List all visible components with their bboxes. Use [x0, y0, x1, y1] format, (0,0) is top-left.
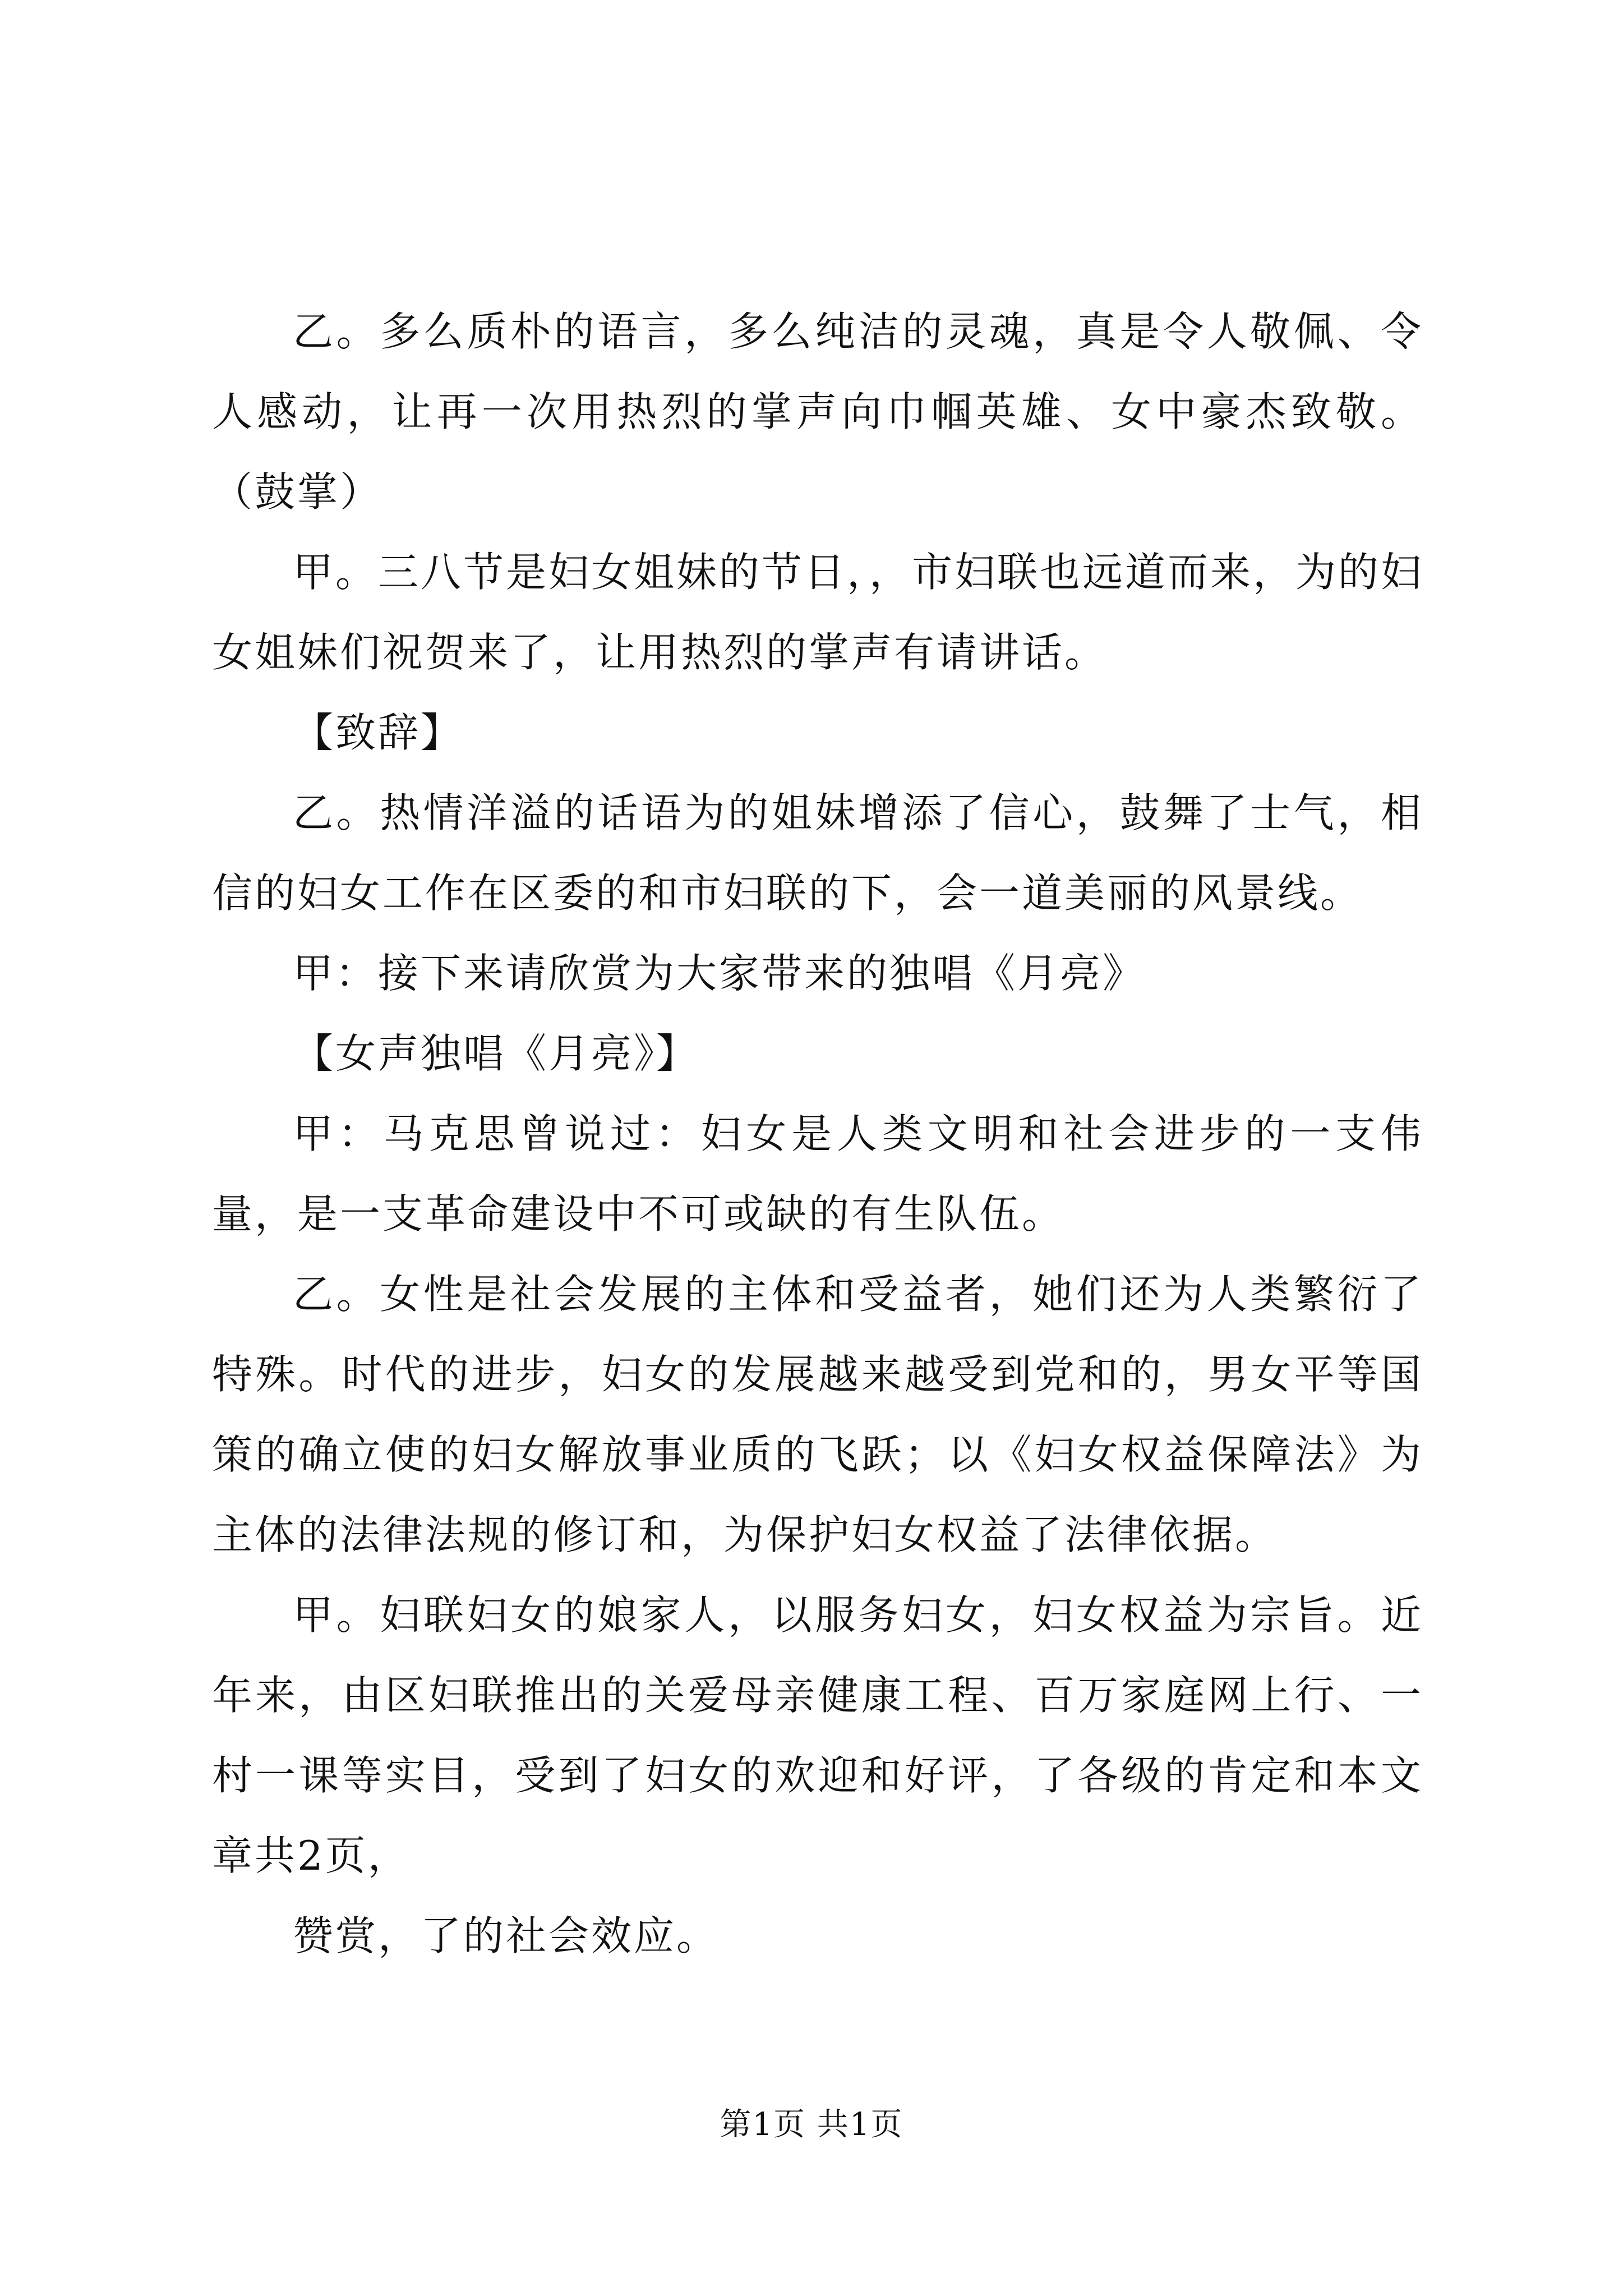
paragraph-3-heading: 【致辞】 — [293, 709, 464, 756]
paragraph-5: 甲：接下来请欣赏为大家带来的独唱《月亮》 — [293, 950, 1146, 997]
paragraph-8: 乙。女性是社会发展的主体和受益者，她们还为人类繁衍了特殊。时代的进步，妇女的发展越来越受到党和的，男女平等国策的确立使的妇女解放事业质的飞跃；以《妇女权益保障法》为主体的法律法规的修订和，为保护妇女权益了法律依据。 — [212, 1271, 1423, 1558]
paragraph-1: 乙。多么质朴的语言，多么纯洁的灵魂，真是令人敬佩、令人感动，让再一次用热烈的掌声向巾帼英雄、女中豪杰致敬。（鼓掌） — [212, 308, 1423, 516]
paragraph-10: 赞赏，了的社会效应。 — [293, 1912, 720, 1959]
paragraph-2: 甲。三八节是妇女姐妹的节日，，市妇联也远道而来，为的妇女姐妹们祝贺来了，让用热烈的掌声有请讲话。 — [212, 549, 1424, 676]
paragraph-7: 甲：马克思曾说过：妇女是人类文明和社会进步的一支伟量，是一支革命建设中不可或缺的有生队伍。 — [212, 1110, 1423, 1237]
document-body — [212, 292, 1423, 1976]
paragraph-4: 乙。热情洋溢的话语为的姐妹增添了信心，鼓舞了士气，相信的妇女工作在区委的和市妇联的下，会一道美丽的风景线。 — [212, 789, 1423, 917]
paragraph-9: 甲。妇联妇女的娘家人，以服务妇女，妇女权益为宗旨。近年来，由区妇联推出的关爱母亲健康工程、百万家庭网上行、一村一课等实目，受到了妇女的欢迎和好评，了各级的肯定和本文章共2页， — [212, 1591, 1423, 1879]
page-footer: 第1页 共1页 — [720, 2106, 903, 2143]
paragraph-6-heading: 【女声独唱《月亮》】 — [293, 1030, 699, 1077]
